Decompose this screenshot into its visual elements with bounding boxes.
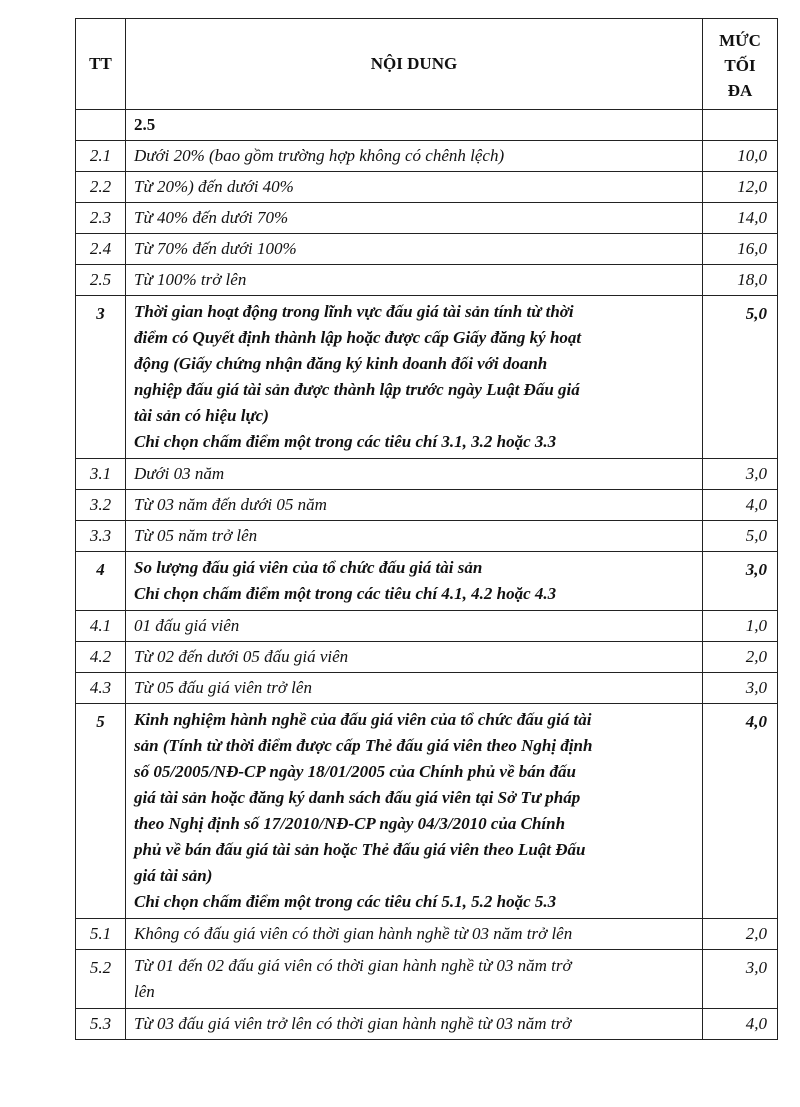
table-row [76,141,778,172]
row-content [126,490,703,521]
row-max-score: 5,0 [703,521,778,552]
table-header-row [76,19,778,110]
row-content [126,552,703,611]
table-body [76,110,778,1040]
row-content [126,141,703,172]
content-line: Không có đấu giá viên có thời gian hành nghề từ 03 năm trở lên [134,924,573,943]
content-line: Từ 70% đến dưới 100% [134,239,297,258]
row-tt: 3.3 [76,521,126,552]
row-content [126,110,703,141]
content-line: Từ 03 đấu giá viên trở lên có thời gian hành nghề từ 03 năm trở [134,1014,572,1033]
content-line: Chỉ chọn chấm điểm một trong các tiêu chí 5.1, 5.2 hoặc 5.3 [134,892,557,911]
row-max-score: 4,0 [703,490,778,521]
row-tt: 3 [76,296,126,459]
criteria-table [75,18,778,1040]
row-content [126,611,703,642]
row-tt: 4.2 [76,642,126,673]
criteria-table-page [75,18,777,1040]
content-line: Từ 03 năm đến dưới 05 năm [134,495,327,514]
table-row [76,1009,778,1040]
row-max-score: 3,0 [703,459,778,490]
content-line: tài sản có hiệu lực) [134,406,269,425]
row-tt: 4 [76,552,126,611]
row-tt: 2.5 [76,265,126,296]
row-max-score: 4,0 [703,704,778,919]
row-tt: 2.3 [76,203,126,234]
content-line: Từ 05 đấu giá viên trở lên [134,678,312,697]
row-content [126,950,703,1009]
row-content [126,234,703,265]
table-row [76,490,778,521]
content-line: Thời gian hoạt động trong lĩnh vực đấu giá tài sản tính từ thời [134,302,574,321]
row-max-score: 5,0 [703,296,778,459]
content-line: Từ 100% trở lên [134,270,247,289]
table-row [76,296,778,459]
content-line: sản (Tính từ thời điểm được cấp Thẻ đấu giá viên theo Nghị định [134,736,593,755]
row-content [126,521,703,552]
table-row [76,704,778,919]
row-content [126,1009,703,1040]
row-tt: 4.3 [76,673,126,704]
content-line: giá tài sản) [134,866,213,885]
row-tt: 2.1 [76,141,126,172]
table-row [76,950,778,1009]
content-line: Từ 05 năm trở lên [134,526,258,545]
header-max-score [703,19,778,110]
header-tt: TT [76,19,126,110]
row-max-score: 2,0 [703,919,778,950]
row-tt: 2.2 [76,172,126,203]
table-row [76,110,778,141]
table-row [76,673,778,704]
row-content [126,642,703,673]
row-content [126,459,703,490]
row-content [126,673,703,704]
header-max-line: MỨC [719,30,761,50]
row-tt: 5 [76,704,126,919]
row-tt: 5.1 [76,919,126,950]
table-row [76,265,778,296]
content-line: Chỉ chọn chấm điểm một trong các tiêu chí 4.1, 4.2 hoặc 4.3 [134,584,557,603]
row-tt: 5.2 [76,950,126,1009]
header-content: NỘI DUNG [126,19,703,110]
row-tt: 5.3 [76,1009,126,1040]
row-max-score: 10,0 [703,141,778,172]
content-line: Từ 40% đến dưới 70% [134,208,289,227]
row-max-score: 12,0 [703,172,778,203]
row-max-score: 3,0 [703,673,778,704]
content-line: lên [134,982,155,1001]
content-line: So lượng đấu giá viên của tổ chức đấu giá tài sản [134,558,483,577]
row-max-score: 3,0 [703,552,778,611]
content-line: 2.5 [134,115,156,134]
row-content [126,265,703,296]
row-max-score [703,110,778,141]
content-line: giá tài sản hoặc đăng ký danh sách đấu giá viên tại Sở Tư pháp [134,788,581,807]
row-max-score: 18,0 [703,265,778,296]
row-tt [76,110,126,141]
content-line: số 05/2005/NĐ-CP ngày 18/01/2005 của Chính phủ về bán đấu [134,762,576,781]
row-content [126,203,703,234]
content-line: nghiệp đấu giá tài sản được thành lập trước ngày Luật Đấu giá [134,380,580,399]
content-line: phủ về bán đấu giá tài sản hoặc Thẻ đấu giá viên theo Luật Đấu [134,840,586,859]
row-content [126,704,703,919]
row-tt: 3.2 [76,490,126,521]
content-line: động (Giấy chứng nhận đăng ký kinh doanh đối với doanh [134,354,548,373]
content-line: Chỉ chọn chấm điểm một trong các tiêu chí 3.1, 3.2 hoặc 3.3 [134,432,557,451]
content-line: Dưới 20% (bao gồm trường hợp không có chênh lệch) [134,146,505,165]
content-line: điểm có Quyết định thành lập hoặc được cấp Giấy đăng ký hoạt [134,328,582,347]
content-line: Từ 02 đến dưới 05 đấu giá viên [134,647,349,666]
row-tt: 3.1 [76,459,126,490]
content-line: Từ 01 đến 02 đấu giá viên có thời gian hành nghề từ 03 năm trở [134,956,572,975]
row-tt: 2.4 [76,234,126,265]
table-row [76,611,778,642]
row-max-score: 1,0 [703,611,778,642]
content-line: Dưới 03 năm [134,464,225,483]
row-max-score: 4,0 [703,1009,778,1040]
row-max-score: 3,0 [703,950,778,1009]
row-content [126,919,703,950]
row-max-score: 14,0 [703,203,778,234]
table-row [76,642,778,673]
content-line: Từ 20%) đến dưới 40% [134,177,294,196]
table-row [76,521,778,552]
header-max-line: ĐA [727,80,753,100]
table-row [76,459,778,490]
table-row [76,203,778,234]
row-max-score: 2,0 [703,642,778,673]
content-line: Kinh nghiệm hành nghề của đấu giá viên của tổ chức đấu giá tài [134,710,592,729]
table-row [76,919,778,950]
header-max-line: TỐI [724,55,756,75]
row-content [126,296,703,459]
table-row [76,172,778,203]
content-line: 01 đấu giá viên [134,616,240,635]
row-tt: 4.1 [76,611,126,642]
content-line: theo Nghị định số 17/2010/NĐ-CP ngày 04/3/2010 của Chính [134,814,566,833]
row-content [126,172,703,203]
table-row [76,234,778,265]
table-row [76,552,778,611]
row-max-score: 16,0 [703,234,778,265]
